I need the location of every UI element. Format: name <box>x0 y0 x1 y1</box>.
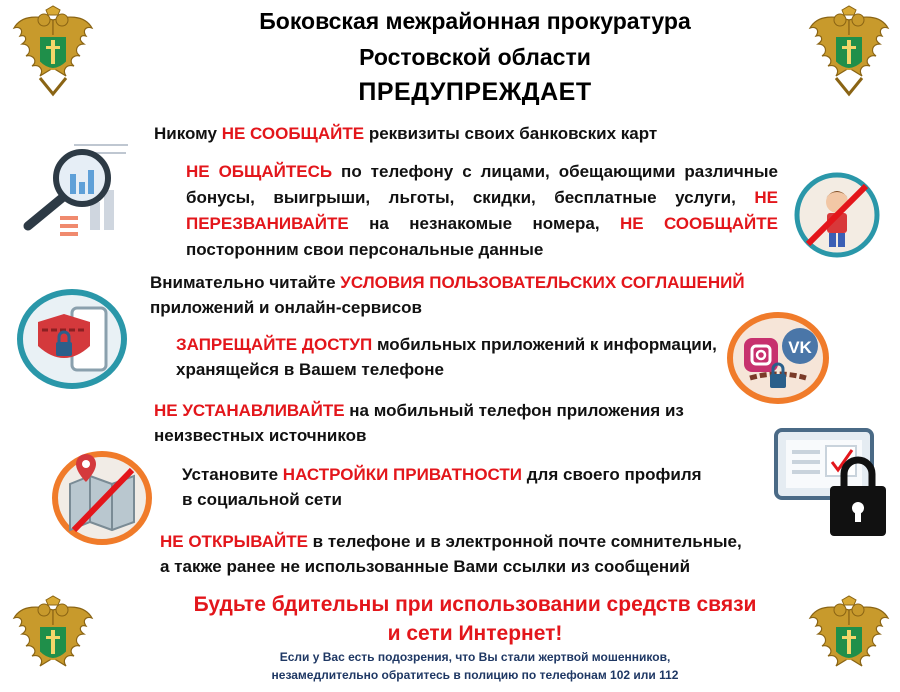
magnifier-chart-icon <box>20 140 132 240</box>
tip-suspicious-links: НЕ ОТКРЫВАЙТЕ в телефоне и в электронной почте сомнительные, <box>160 532 742 551</box>
tip-privacy-settings-line2: в социальной сети <box>182 490 342 509</box>
coat-of-arms-icon <box>10 6 96 98</box>
coat-of-arms-icon <box>806 596 892 688</box>
child-prohibited-icon <box>794 172 880 258</box>
coat-of-arms-icon <box>806 6 892 98</box>
footer-police-note-line1: Если у Вас есть подозрения, что Вы стали жертвой мошенников, <box>279 650 671 664</box>
coat-of-arms-icon <box>10 596 96 688</box>
footer-police-note-line2: незамедлительно обратитесь в полицию по телефонам 102 или 112 <box>271 668 679 682</box>
social-lock-icon <box>726 312 830 404</box>
header-title-line1: Боковская межрайонная прокуратура <box>259 8 691 34</box>
tip-suspicious-links-line2: а также ранее не использованные Вами ссылки из сообщений <box>160 557 691 576</box>
tip-user-agreements: Внимательно читайте УСЛОВИЯ ПОЛЬЗОВАТЕЛЬСКИХ СОГЛАШЕНИЙ <box>150 273 745 292</box>
header-title-line2: Ростовской области <box>359 44 591 70</box>
tip-user-agreements-line2: приложений и онлайн-сервисов <box>150 298 422 317</box>
header-warning: ПРЕДУПРЕЖДАЕТ <box>358 78 592 106</box>
tip-unknown-apps: НЕ УСТАНАВЛИВАЙТЕ на мобильный телефон приложения из <box>154 401 684 420</box>
tip-phone-calls: НЕ ОБЩАЙТЕСЬ по телефону с лицами, обещающими различные бонусы, выигрыши, льготы, скидки, бесплатные услуги, НЕ ПЕРЕЗВАНИВАЙТЕ на незнакомые номера, НЕ СООБЩАЙТЕ посторонним свои персональные данные <box>186 162 778 259</box>
tablet-lock-icon <box>774 428 880 538</box>
tip-unknown-apps-line2: неизвестных источников <box>154 426 367 445</box>
tip-bank-cards: Никому НЕ СООБЩАЙТЕ реквизиты своих банковских карт <box>154 124 658 143</box>
tip-deny-access: ЗАПРЕЩАЙТЕ ДОСТУП мобильных приложений к информации, <box>176 335 717 354</box>
vk-logo-text: VK <box>788 338 812 357</box>
tip-privacy-settings: Установите НАСТРОЙКИ ПРИВАТНОСТИ для своего профиля <box>182 465 702 484</box>
footer-warning-line1: Будьте бдительны при использовании средств связи <box>193 593 757 616</box>
tip-deny-access-line2: хранящейся в Вашем телефоне <box>176 360 444 379</box>
location-prohibited-icon <box>50 450 152 546</box>
footer-warning-line2: и сети Интернет! <box>387 622 563 645</box>
phone-shield-icon <box>16 290 128 388</box>
